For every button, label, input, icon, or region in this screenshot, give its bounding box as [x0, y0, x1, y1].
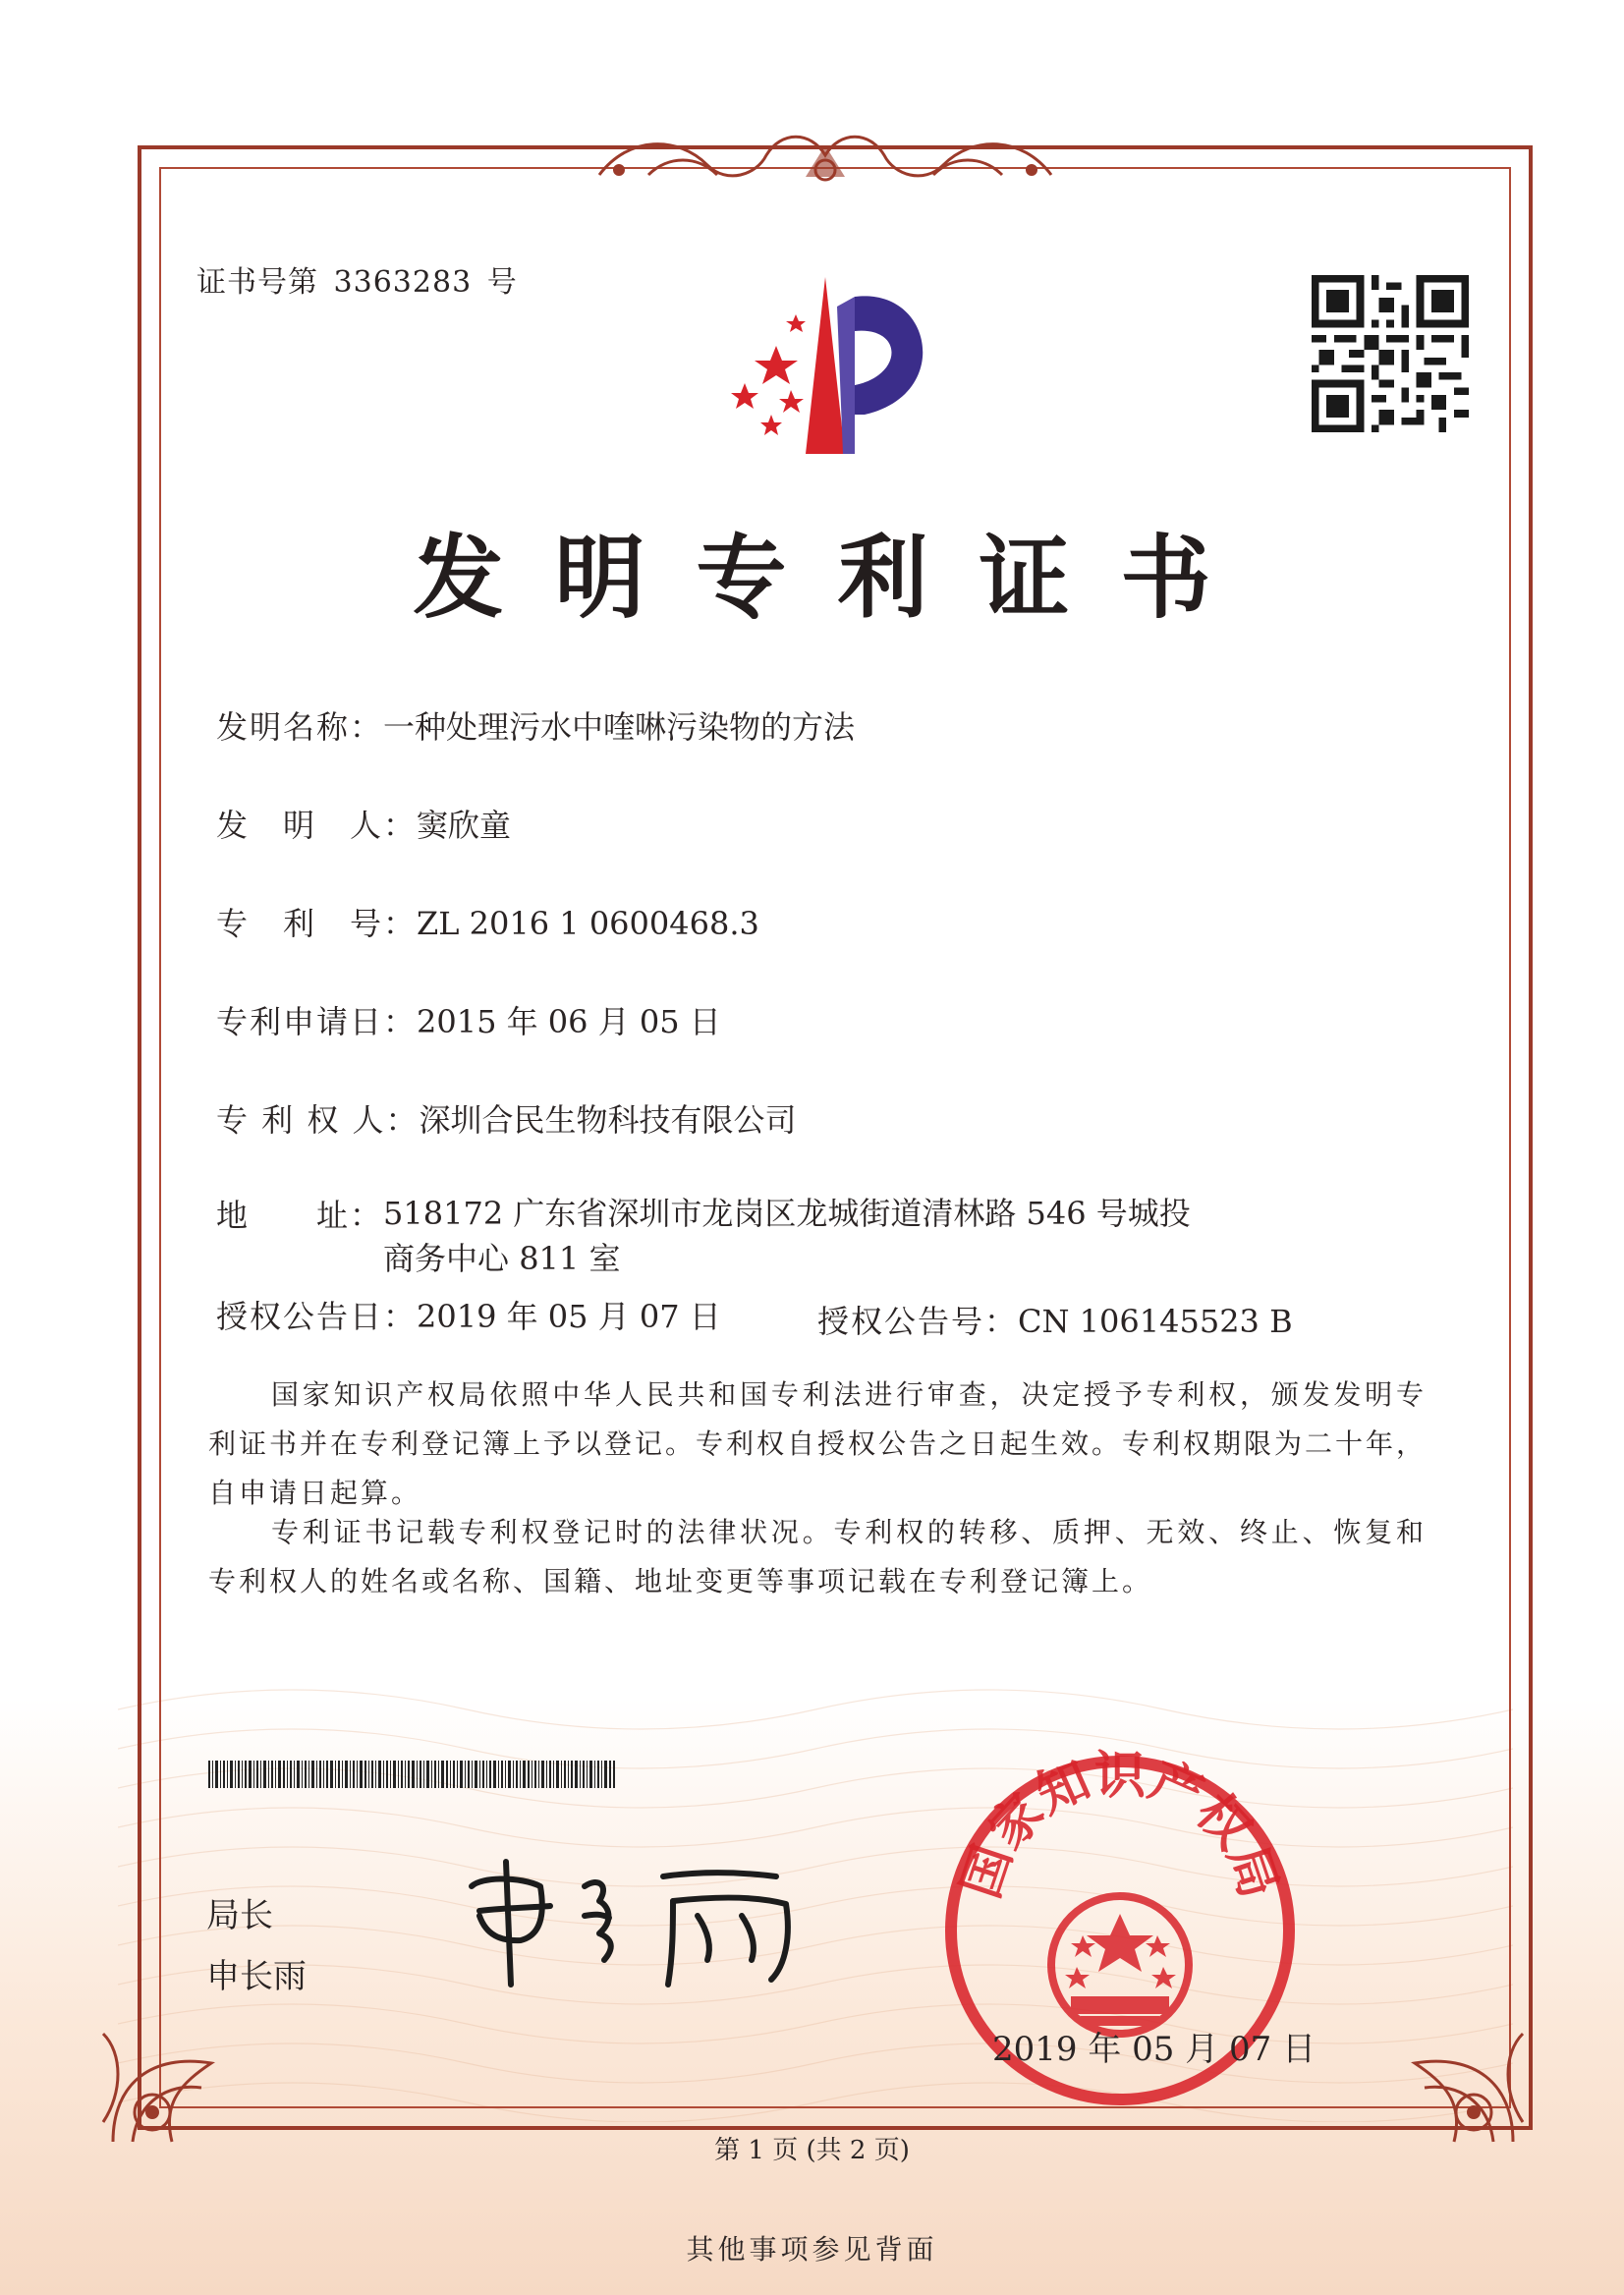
application-date-value: 2015 年 06 月 05 日 — [417, 1003, 721, 1040]
director-signature — [462, 1847, 835, 1994]
barcode — [208, 1761, 616, 1788]
certificate-number-label: 证书号第 — [196, 265, 318, 300]
certificate-number — [196, 257, 518, 301]
patent-number-value: ZL 2016 1 0600468.3 — [417, 905, 759, 942]
field-invention-name — [216, 702, 855, 748]
director-name: 申长雨 — [206, 1957, 307, 1996]
footer-note: 其他事项参见背面 — [686, 2233, 938, 2266]
invention-name-label: 发明名称： — [216, 708, 384, 746]
field-application-date — [216, 997, 721, 1042]
grant-date-label: 授权公告日： — [216, 1298, 418, 1335]
field-grant-pub-number — [817, 1297, 1293, 1342]
body-paragraph-1: 国家知识产权局依照中华人民共和国专利法进行审查，决定授予专利权，颁发发明专利证书并在专利登记簿上予以登记。专利权自授权公告之日起生效。专利权期限为二十年，自申请日起算。 — [208, 1378, 1428, 1509]
seal-date: 2019 年 05 月 07 日 — [992, 2030, 1316, 2069]
address-value: 518172 广东省深圳市龙岗区龙城街道清林路 546 号城投商务中心 811 室 — [383, 1195, 1191, 1277]
certificate-number-value: 3363283 — [333, 265, 473, 300]
certificate-title: 发明专利证书 — [413, 525, 1262, 631]
top-ornament — [589, 116, 1061, 195]
grant-pub-number-label: 授权公告号： — [817, 1303, 1019, 1340]
inventor-value: 窦欣童 — [417, 807, 512, 844]
seal-text: 国家知识产权局 — [951, 1747, 1289, 1906]
page-number: 第 1 页 (共 2 页) — [714, 2136, 910, 2165]
application-date-label: 专利申请日： — [216, 1003, 418, 1040]
field-inventor — [216, 801, 511, 846]
qr-code — [1312, 275, 1469, 432]
grant-date-value: 2019 年 05 月 07 日 — [417, 1298, 721, 1335]
certificate-number-suffix: 号 — [486, 265, 518, 300]
grant-pub-number-value: CN 106145523 B — [1018, 1303, 1293, 1340]
body-paragraph-2: 专利证书记载专利权登记时的法律状况。专利权的转移、质押、无效、终止、恢复和专利权人的姓名或名称、国籍、地址变更等事项记载在专利登记簿上。 — [208, 1516, 1427, 1597]
field-patent-number — [216, 899, 759, 944]
patentee-value: 深圳合民生物科技有限公司 — [419, 1101, 797, 1139]
director-title: 局长 — [206, 1896, 273, 1935]
address-label: 地 址： — [216, 1197, 384, 1234]
invention-name-value: 一种处理污水中喹啉污染物的方法 — [383, 708, 856, 746]
cnipa-logo — [707, 267, 963, 464]
field-address — [216, 1191, 1218, 1281]
patent-number-label: 专 利 号： — [216, 905, 418, 942]
inventor-label: 发 明 人： — [216, 807, 418, 844]
svg-text:国家知识产权局 — [952, 1747, 1289, 1905]
patentee-label: 专 利 权 人： — [216, 1101, 420, 1139]
field-grant-date — [216, 1292, 721, 1337]
field-patentee — [216, 1095, 797, 1141]
